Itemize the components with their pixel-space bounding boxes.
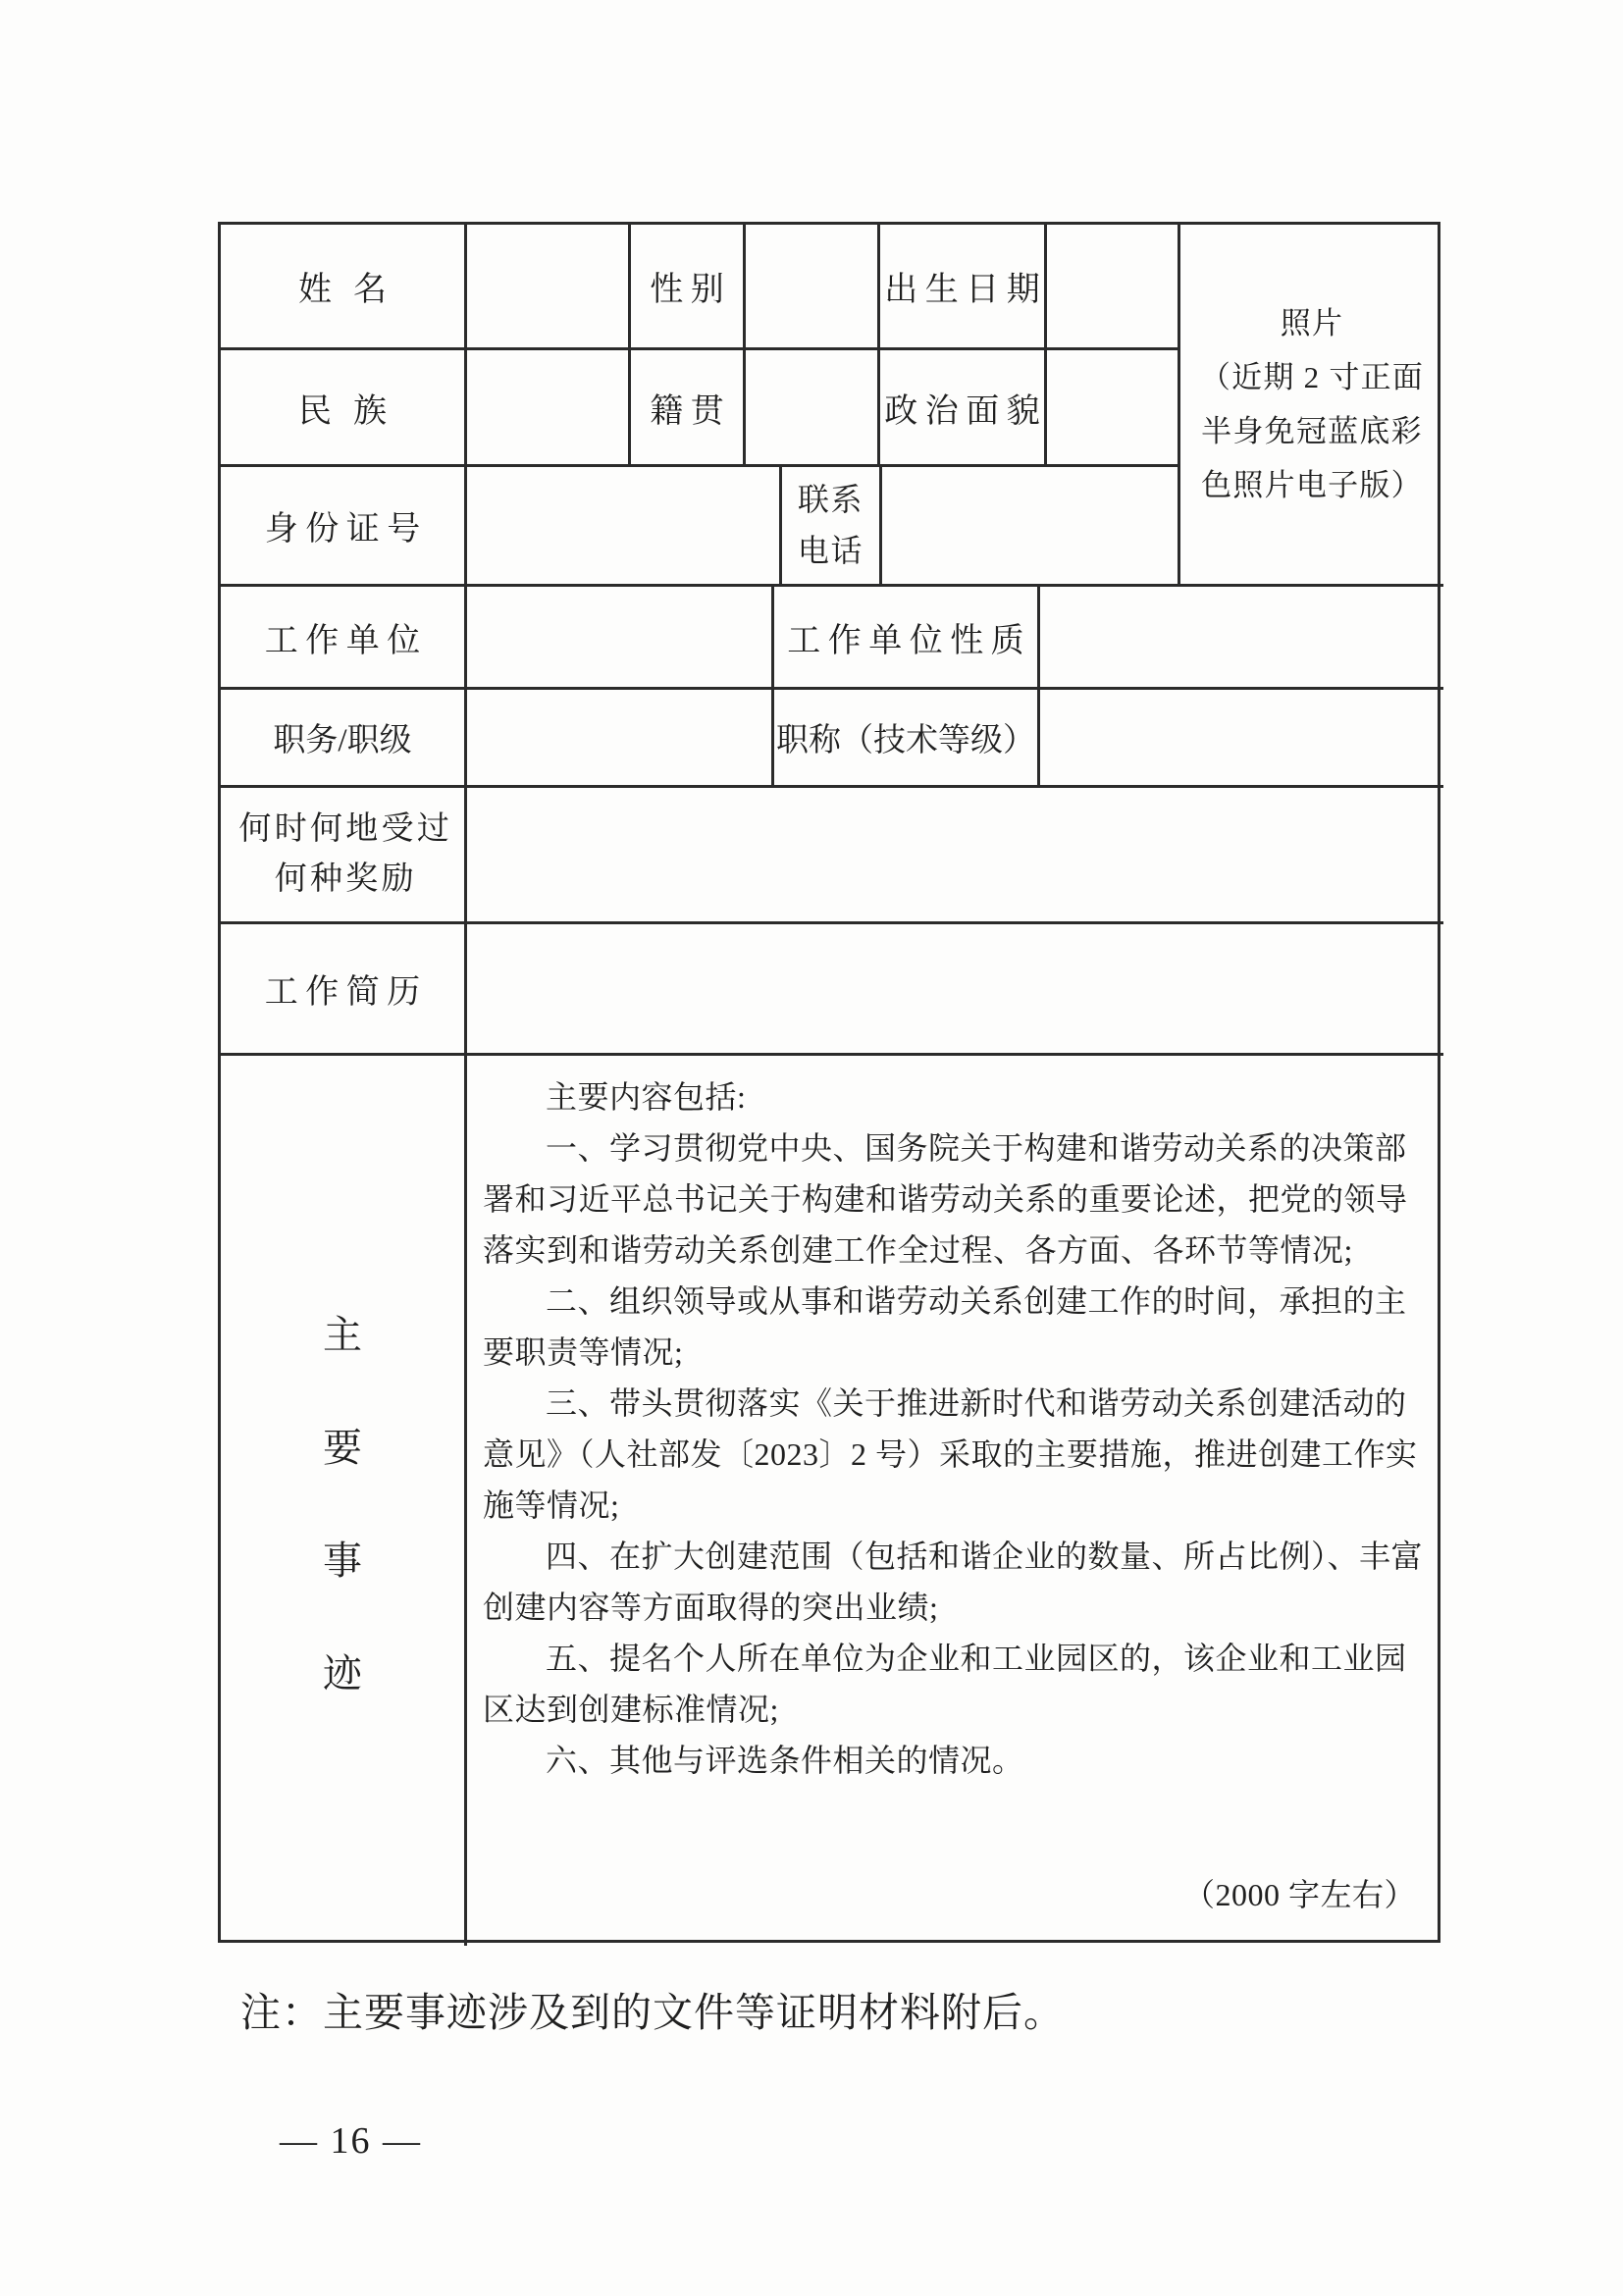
main-deeds-char-2: 要	[323, 1425, 362, 1470]
contact-phone-label-line-2: 电话	[797, 532, 864, 568]
deeds-line: 要职责等情况;	[483, 1334, 684, 1370]
awards-label-line-1: 何时何地受过	[238, 810, 453, 847]
deeds-line: 落实到和谐劳动关系创建工作全过程、各方面、各环节等情况;	[483, 1232, 1353, 1268]
birth-date-label: 出生日期	[884, 272, 1048, 308]
birth-date-value-cell	[1047, 225, 1180, 350]
photo-spec-line-3: 色照片电子版）	[1201, 468, 1423, 503]
birth-date-label-cell	[880, 225, 1047, 350]
main-deeds-char-4: 迹	[323, 1650, 362, 1696]
main-deeds-content-cell	[467, 1056, 1443, 1946]
photo-spec-line-2: 半身免冠蓝底彩	[1201, 414, 1423, 448]
name-label: 姓名	[297, 272, 409, 308]
work-unit-nature-label: 工作单位性质	[787, 622, 1032, 659]
ethnicity-label: 民族	[297, 392, 409, 430]
photo-cell	[1180, 225, 1443, 587]
deeds-line: 署和习近平总书记关于构建和谐劳动关系的重要论述，把党的领导	[483, 1181, 1408, 1217]
gender-value-cell	[746, 225, 880, 350]
contact-phone-label-line-1: 联系	[797, 482, 864, 518]
deeds-line: 一、学习贯彻党中央、国务院关于构建和谐劳动关系的决策部	[546, 1130, 1407, 1166]
page-number: — 16 —	[280, 2120, 422, 2162]
gender-label: 性别	[650, 272, 732, 308]
position-rank-value-cell	[467, 690, 774, 788]
deeds-line: 二、组织领导或从事和谐劳动关系创建工作的时间，承担的主	[546, 1283, 1407, 1319]
title-grade-label: 职称（技术等级）	[776, 723, 1035, 758]
native-place-label-cell	[631, 350, 746, 467]
deeds-line: 意见》（人社部发〔2023〕2 号）采取的主要措施，推进创建工作实	[483, 1436, 1418, 1472]
gender-label-cell	[631, 225, 746, 350]
deeds-line: 区达到创建标准情况;	[483, 1692, 779, 1727]
deeds-line: 四、在扩大创建范围（包括和谐企业的数量、所占比例）、丰富	[546, 1539, 1424, 1574]
name-value-cell	[467, 225, 631, 350]
work-unit-nature-label-cell	[774, 587, 1040, 690]
name-label-cell	[221, 225, 467, 350]
deeds-line: 主要内容包括:	[546, 1079, 747, 1115]
photo-spec-line-1: （近期 2 寸正面	[1199, 359, 1425, 394]
title-grade-label-cell	[774, 690, 1040, 788]
main-deeds-char-3: 事	[323, 1538, 362, 1583]
main-deeds-label-cell	[221, 1056, 467, 1946]
title-grade-value-cell	[1040, 690, 1443, 788]
native-place-value-cell	[746, 350, 880, 467]
deeds-line: 五、提名个人所在单位为企业和工业园区的，该企业和工业园	[546, 1641, 1407, 1676]
position-rank-label: 职务/职级	[273, 723, 412, 758]
ethnicity-value-cell	[467, 350, 631, 467]
personnel-form-table	[218, 222, 1440, 1943]
contact-phone-value-cell	[882, 467, 1180, 587]
id-number-label: 身份证号	[264, 511, 428, 548]
main-deeds-char-1: 主	[323, 1312, 362, 1357]
deeds-line: 创建内容等方面取得的突出业绩;	[483, 1590, 939, 1625]
position-rank-label-cell	[221, 690, 467, 788]
ethnicity-label-cell	[221, 350, 467, 467]
awards-label-cell	[221, 788, 467, 924]
id-number-label-cell	[221, 467, 467, 587]
awards-label-line-2: 何种奖励	[274, 861, 417, 897]
deeds-line: 施等情况;	[483, 1487, 620, 1523]
work-unit-label: 工作单位	[264, 622, 428, 659]
political-status-value-cell	[1047, 350, 1180, 467]
note-text: 注：主要事迹涉及到的文件等证明材料附后。	[240, 1990, 1065, 2035]
photo-title: 照片	[1280, 305, 1344, 340]
political-status-label-cell	[880, 350, 1047, 467]
deeds-line: 六、其他与评选条件相关的情况。	[546, 1743, 1024, 1778]
work-unit-label-cell	[221, 587, 467, 690]
work-resume-label-cell	[221, 924, 467, 1056]
work-resume-value-cell	[467, 924, 1443, 1056]
work-resume-label: 工作简历	[264, 974, 428, 1011]
political-status-label: 政治面貌	[884, 392, 1048, 430]
deeds-line: 三、带头贯彻落实《关于推进新时代和谐劳动关系创建活动的	[546, 1385, 1407, 1421]
native-place-label: 籍贯	[650, 392, 732, 430]
word-limit-note: （2000 字左右）	[1182, 1877, 1416, 1912]
awards-value-cell	[467, 788, 1443, 924]
work-unit-value-cell	[467, 587, 774, 690]
work-unit-nature-value-cell	[1040, 587, 1443, 690]
contact-phone-label-cell	[782, 467, 882, 587]
id-number-value-cell	[467, 467, 782, 587]
